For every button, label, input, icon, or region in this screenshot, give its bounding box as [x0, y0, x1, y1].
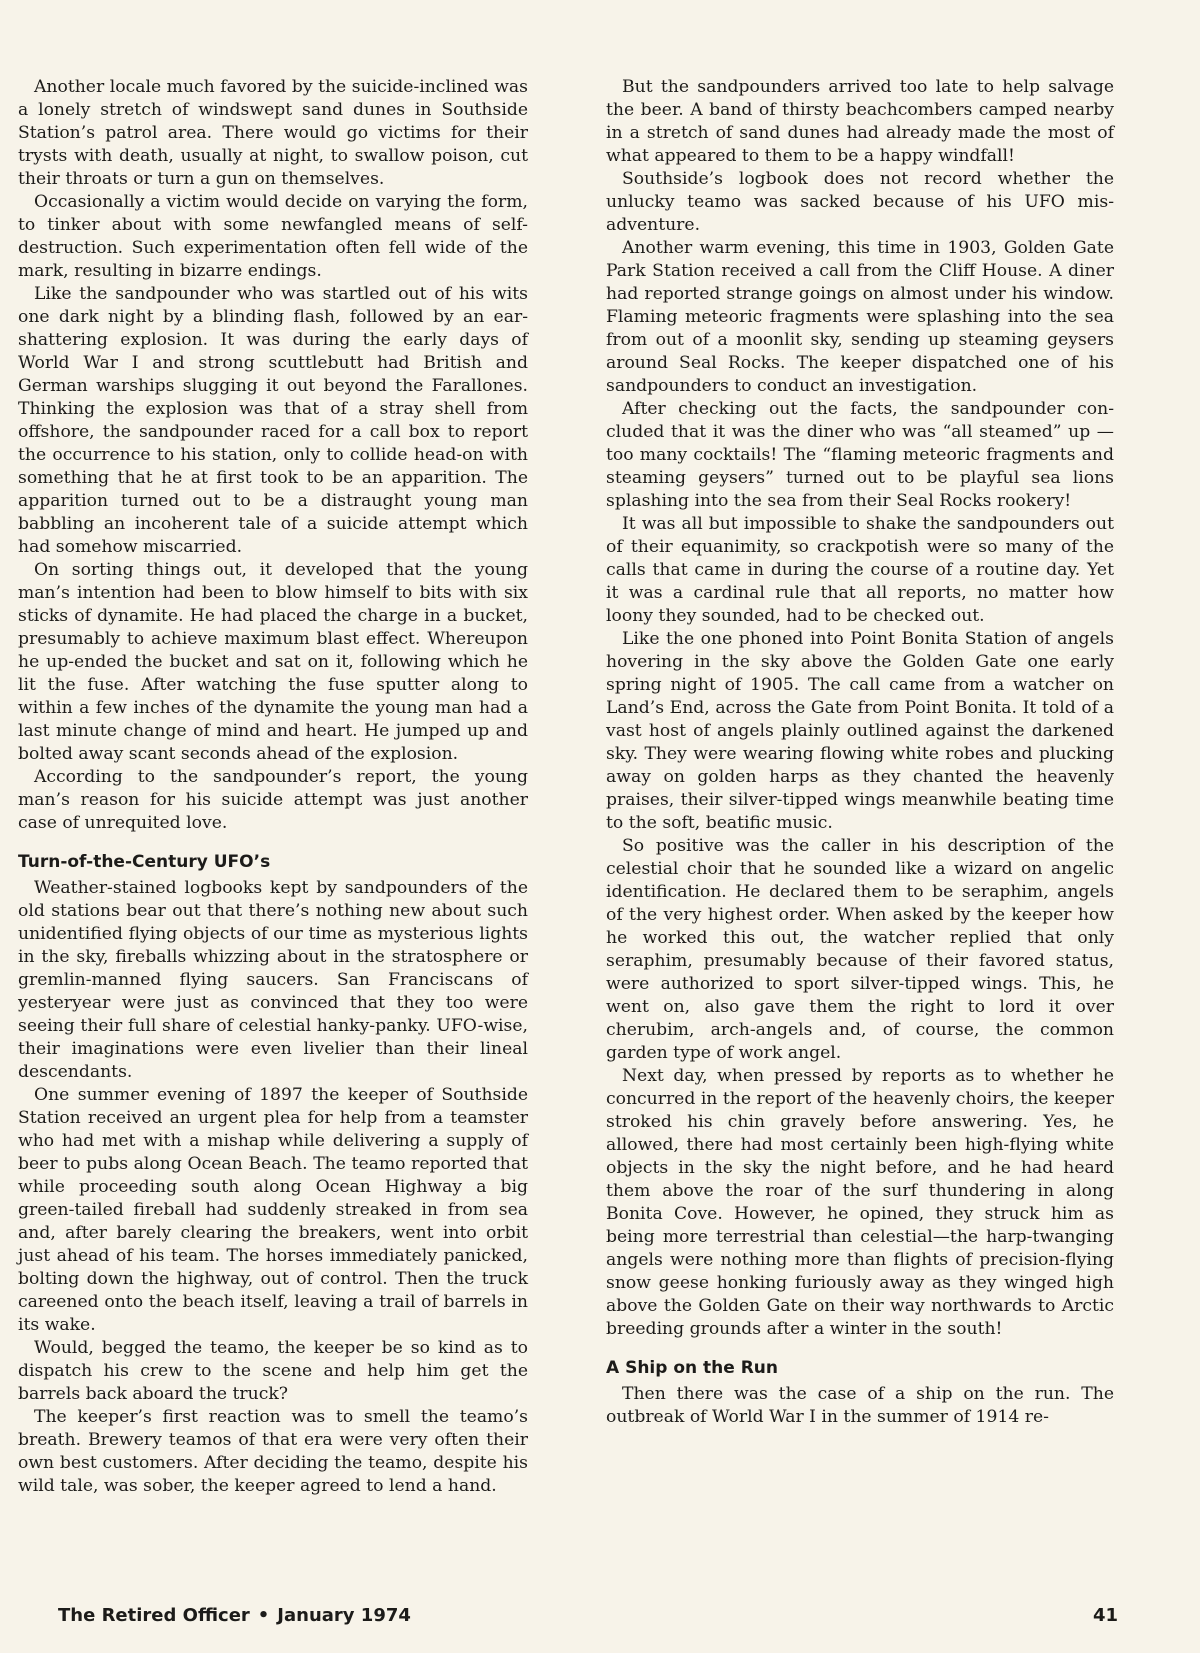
section-heading-ship: A Ship on the Run [606, 1358, 779, 1378]
paragraph: Southside’s logbook does not record whether the unlucky teamo was sacked because of his UFO misadventure. [606, 169, 1114, 235]
paragraph: On sorting things out, it developed that the young man’s intention had been to blow himself to bits with six sticks of dynamite. He had placed the charge in a bucket, presumably to achieve maximum blast effect. Whereupon he up-ended the bucket and sat on it, following which he lit the fuse. After watching the fuse sputter along to within a few inches of the dynamite the young man had a last minute change of mind and heart. He jumped up and bolted away scant seconds ahead of the explosion. [18, 560, 528, 764]
paragraph: So positive was the caller in his description of the celestial choir that he sounded like a wizard on angelic identification. He declared them to be seraphim, angels of the very highest order. When asked by the keeper how he worked this out, the watcher replied that only seraphim, presumably because of their favored status, were authorized to sport silver-tipped wings. This, he went on, also gave them the right to lord it over cherubim, arch-angels and, of course, the common garden type of work angel. [606, 836, 1114, 1063]
paragraph: The keeper’s first reaction was to smell the teamo’s breath. Brewery teamos of that era were very often their own best customers. After deciding the teamo, despite his wild tale, was sober, the keeper agreed to lend a hand. [18, 1407, 528, 1496]
paragraph: Then there was the case of a ship on the run. The outbreak of World War I in the summer of 1914 re- [606, 1384, 1114, 1427]
paragraph: Like the one phoned into Point Bonita Station of angels hovering in the sky above the Golden Gate one early spring night of 1905. The call came from a watcher on Land’s End, across the Gate from Point Bonita. It told of a vast host of angels plainly outlined against the darkened sky. They were wearing flowing white robes and plucking away on golden harps as they chanted the heavenly praises, their silver-tipped wings meanwhile beating time to the soft, beatific music. [606, 629, 1114, 833]
right-column [606, 76, 1114, 1429]
paragraph: Weather-stained logbooks kept by sandpounders of the old stations bear out that there’s nothing new about such unidentified flying objects of our time as mysterious lights in the sky, fireballs whizzing about in the stratosphere or gremlin-manned flying saucers. San Franciscans of yesteryear were just as convinced that they too were seeing their full share of celestial hanky-panky. UFO-wise, their imaginations were even livelier than their lineal descendants. [18, 878, 528, 1082]
paragraph: It was all but impossible to shake the sandpounders out of their equanimity, so crackpotish were so many of the calls that came in during the course of a routine day. Yet it was a cardinal rule that all reports, no matter how loony they sounded, had to be checked out. [606, 514, 1114, 626]
paragraph: Another warm evening, this time in 1903, Golden Gate Park Station received a call from the Cliff House. A diner had reported strange goings on almost under his window. Flaming meteoric fragments were splashing into the sea from out of a moonlit sky, sending up steaming geysers around Seal Rocks. The keeper dispatched one of his sandpounders to conduct an investigation. [606, 238, 1114, 396]
section-heading-ufos: Turn-of-the-Century UFO’s [18, 852, 271, 872]
publication-name: The Retired Officer [58, 1605, 250, 1626]
paragraph: According to the sandpounder’s report, the young man’s reason for his suicide attempt was just another case of unrequited love. [18, 767, 528, 833]
paragraph: Occasionally a victim would decide on varying the form, to tinker about with some newfangled means of self-destruction. Such experimentation often fell wide of the mark, resulting in bizarre endings. [18, 192, 528, 281]
footer-publication [58, 1605, 411, 1627]
paragraph: Would, begged the teamo, the keeper be so kind as to dispatch his crew to the scene and help him get the barrels back aboard the truck? [18, 1338, 528, 1404]
page-number: 41 [1092, 1605, 1118, 1626]
paragraph: One summer evening of 1897 the keeper of Southside Station received an urgent plea for help from a teamster who had met with a mishap while delivering a supply of beer to pubs along Ocean Beach. The teamo reported that while proceeding south along Ocean Highway a big green-tailed fireball had suddenly streaked in from sea and, after barely clearing the breakers, went into orbit just ahead of his team. The horses immediately panicked, bolting down the highway, out of control. Then the truck careened onto the beach itself, leaving a trail of barrels in its wake. [18, 1085, 528, 1335]
paragraph: After checking out the facts, the sandpounder concluded that it was the diner who was “all steamed” up —too many cocktails! The “flaming meteoric fragments and steaming geysers” turned out to be playful sea lions splashing into the sea from their Seal Rocks rookery! [606, 399, 1114, 511]
paragraph: Next day, when pressed by reports as to whether he concurred in the report of the heavenly choirs, the keeper stroked his chin gravely before answering. Yes, he allowed, there had most certainly been high-flying white objects in the sky the night before, and he had heard them above the roar of the surf thundering in along Bonita Cove. However, he opined, they struck him as being more terrestrial than celestial—the harp-twanging angels were nothing more than flights of precision-flying snow geese honking furiously away as they winged high above the Golden Gate on their way northwards to Arctic breeding grounds after a winter in the south! [606, 1066, 1114, 1339]
left-column [18, 76, 528, 1498]
paragraph: Like the sandpounder who was startled out of his wits one dark night by a blinding flash, followed by an ear-shattering explosion. It was during the early days of World War I and strong scuttlebutt had British and German warships slugging it out beyond the Farallones. Thinking the explosion was that of a stray shell from offshore, the sandpounder raced for a call box to report the occurrence to his station, only to collide head-on with something that he at first took to be an apparition. The apparition turned out to be a distraught young man babbling an incoherent tale of a suicide attempt which had somehow miscarried. [18, 284, 528, 557]
paragraph: But the sandpounders arrived too late to help salvage the beer. A band of thirsty beachcombers camped nearby in a stretch of sand dunes had already made the most of what appeared to them to be a happy windfall! [606, 77, 1114, 166]
footer-separator: • [257, 1605, 270, 1626]
publication-date: January 1974 [277, 1605, 411, 1626]
paragraph: Another locale much favored by the suicide-inclined was a lonely stretch of windswept sand dunes in Southside Station’s patrol area. There would go victims for their trysts with death, usually at night, to swallow poison, cut their throats or turn a gun on themselves. [18, 77, 528, 189]
